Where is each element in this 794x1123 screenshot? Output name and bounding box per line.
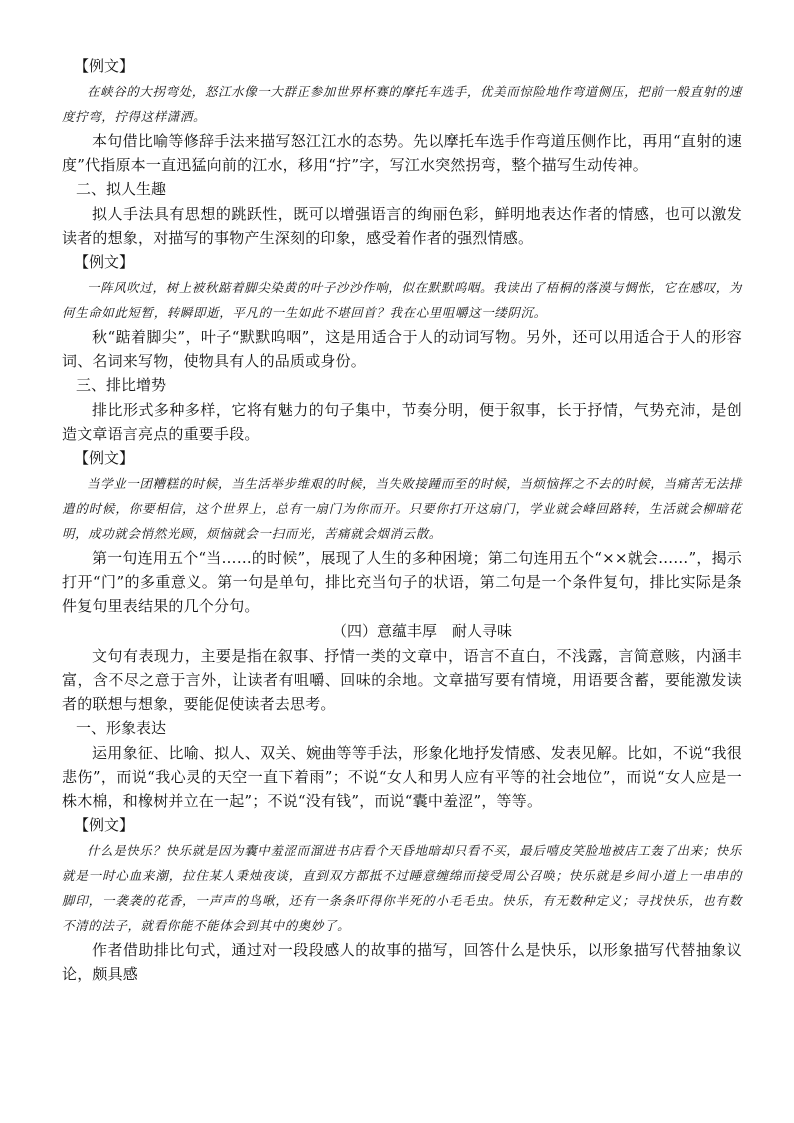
body-paragraph: 作者借助排比句式，通过对一段段感人的故事的描写，回答什么是快乐，以形象描写代替抽象议论，颇具感 bbox=[62, 941, 742, 983]
example-label: 【例文】 bbox=[74, 253, 135, 271]
body-paragraph: 第一句连用五个“当……的时候”，展现了人生的多种困境；第二句连用五个“××就会……”，揭示打开“门”的多重意义。第一句是单句，排比充当句子的状语，第二句是一个条件复句，排比实际是条件复句里表结果的几个分句。 bbox=[62, 549, 742, 615]
section-heading: 一、形象表达 bbox=[76, 719, 167, 737]
section-heading: 三、排比增势 bbox=[76, 376, 167, 394]
body-paragraph: 秋“踮着脚尖”，叶子“默默呜咽”，这是用适合于人的动词写物。另外，还可以用适合于人的形容词、名词来写物，使物具有人的品质或身份。 bbox=[62, 328, 742, 370]
example-text: 什么是快乐？快乐就是因为囊中羞涩而溜进书店看个天昏地暗却只看不买，最后嘻皮笑脸地被店工轰了出来；快乐就是一时心血来潮，拉住某人秉烛夜谈，直到双方都抵不过睡意缠绵而接受周公召唤；快乐就是乡间小道上一串串的脚印，一袭袭的花香，一声声的鸟啾，还有一条条吓得你半死的小毛毛虫。快乐，有无数种定义；寻找快乐，也有数不清的法子，就看你能不能体会到其中的奥妙了。 bbox=[62, 843, 743, 933]
document-page bbox=[62, 54, 742, 986]
body-paragraph: 排比形式多种多样，它将有魅力的句子集中，节奏分明，便于叙事，长于抒情，气势充沛，是创造文章语言亮点的重要手段。 bbox=[62, 401, 742, 443]
chapter-heading: （四）意蕴丰厚 耐人寻味 bbox=[331, 622, 512, 640]
body-paragraph: 运用象征、比喻、拟人、双关、婉曲等等手法，形象化地抒发情感、发表见解。比如，不说“我很悲伤”，而说“我心灵的天空一直下着雨”；不说“女人和男人应有平等的社会地位”，而说“女人应是一株木棉，和橡树并立在一起”；不说“没有钱”，而说“囊中羞涩”，等等。 bbox=[62, 744, 742, 810]
body-paragraph: 本句借比喻等修辞手法来描写怒江江水的态势。先以摩托车选手作弯道压侧作比，再用“直射的速度”代指原本一直迅猛向前的江水，移用“拧”字，写江水突然拐弯，整个描写生动传神。 bbox=[62, 132, 742, 174]
example-label: 【例文】 bbox=[74, 57, 135, 75]
body-paragraph: 拟人手法具有思想的跳跃性，既可以增强语言的绚丽色彩，鲜明地表达作者的情感，也可以激发读者的想象，对描写的事物产生深刻的印象，感受着作者的强烈情感。 bbox=[62, 205, 742, 247]
section-heading: 二、拟人生趣 bbox=[76, 180, 167, 198]
body-paragraph: 文句有表现力，主要是指在叙事、抒情一类的文章中，语言不直白，不浅露，言简意赅，内涵丰富，含不尽之意于言外，让读者有咀嚼、回味的余地。文章描写要有情境，用语要含蓄，要能激发读者的联想与想象，要能促使读者去思考。 bbox=[62, 647, 742, 713]
example-text: 当学业一团糟糕的时候，当生活举步维艰的时候，当失败接踵而至的时候，当烦恼挥之不去的时候，当痛苦无法排遣的时候，你要相信，这个世界上，总有一扇门为你而开。只要你打开这扇门，学业就会峰回路转，生活就会柳暗花明，成功就会悄然光顾，烦恼就会一扫而光，苦痛就会烟消云散。 bbox=[62, 476, 743, 541]
example-label: 【例文】 bbox=[74, 449, 135, 467]
example-text: 一阵风吹过，树上被秋踮着脚尖染黄的叶子沙沙作响，似在默默呜咽。我读出了梧桐的落漠与惆怅，它在感叹，为何生命如此短暂，转瞬即逝，平凡的一生如此不堪回首？我在心里咀嚼这一缕阴沉。 bbox=[62, 280, 743, 320]
example-text: 在峡谷的大拐弯处，怒江水像一大群正参加世界杯赛的摩托车选手，优美而惊险地作弯道侧压，把前一般直射的速度拧弯，拧得这样潇洒。 bbox=[62, 84, 743, 124]
example-label: 【例文】 bbox=[74, 816, 135, 834]
